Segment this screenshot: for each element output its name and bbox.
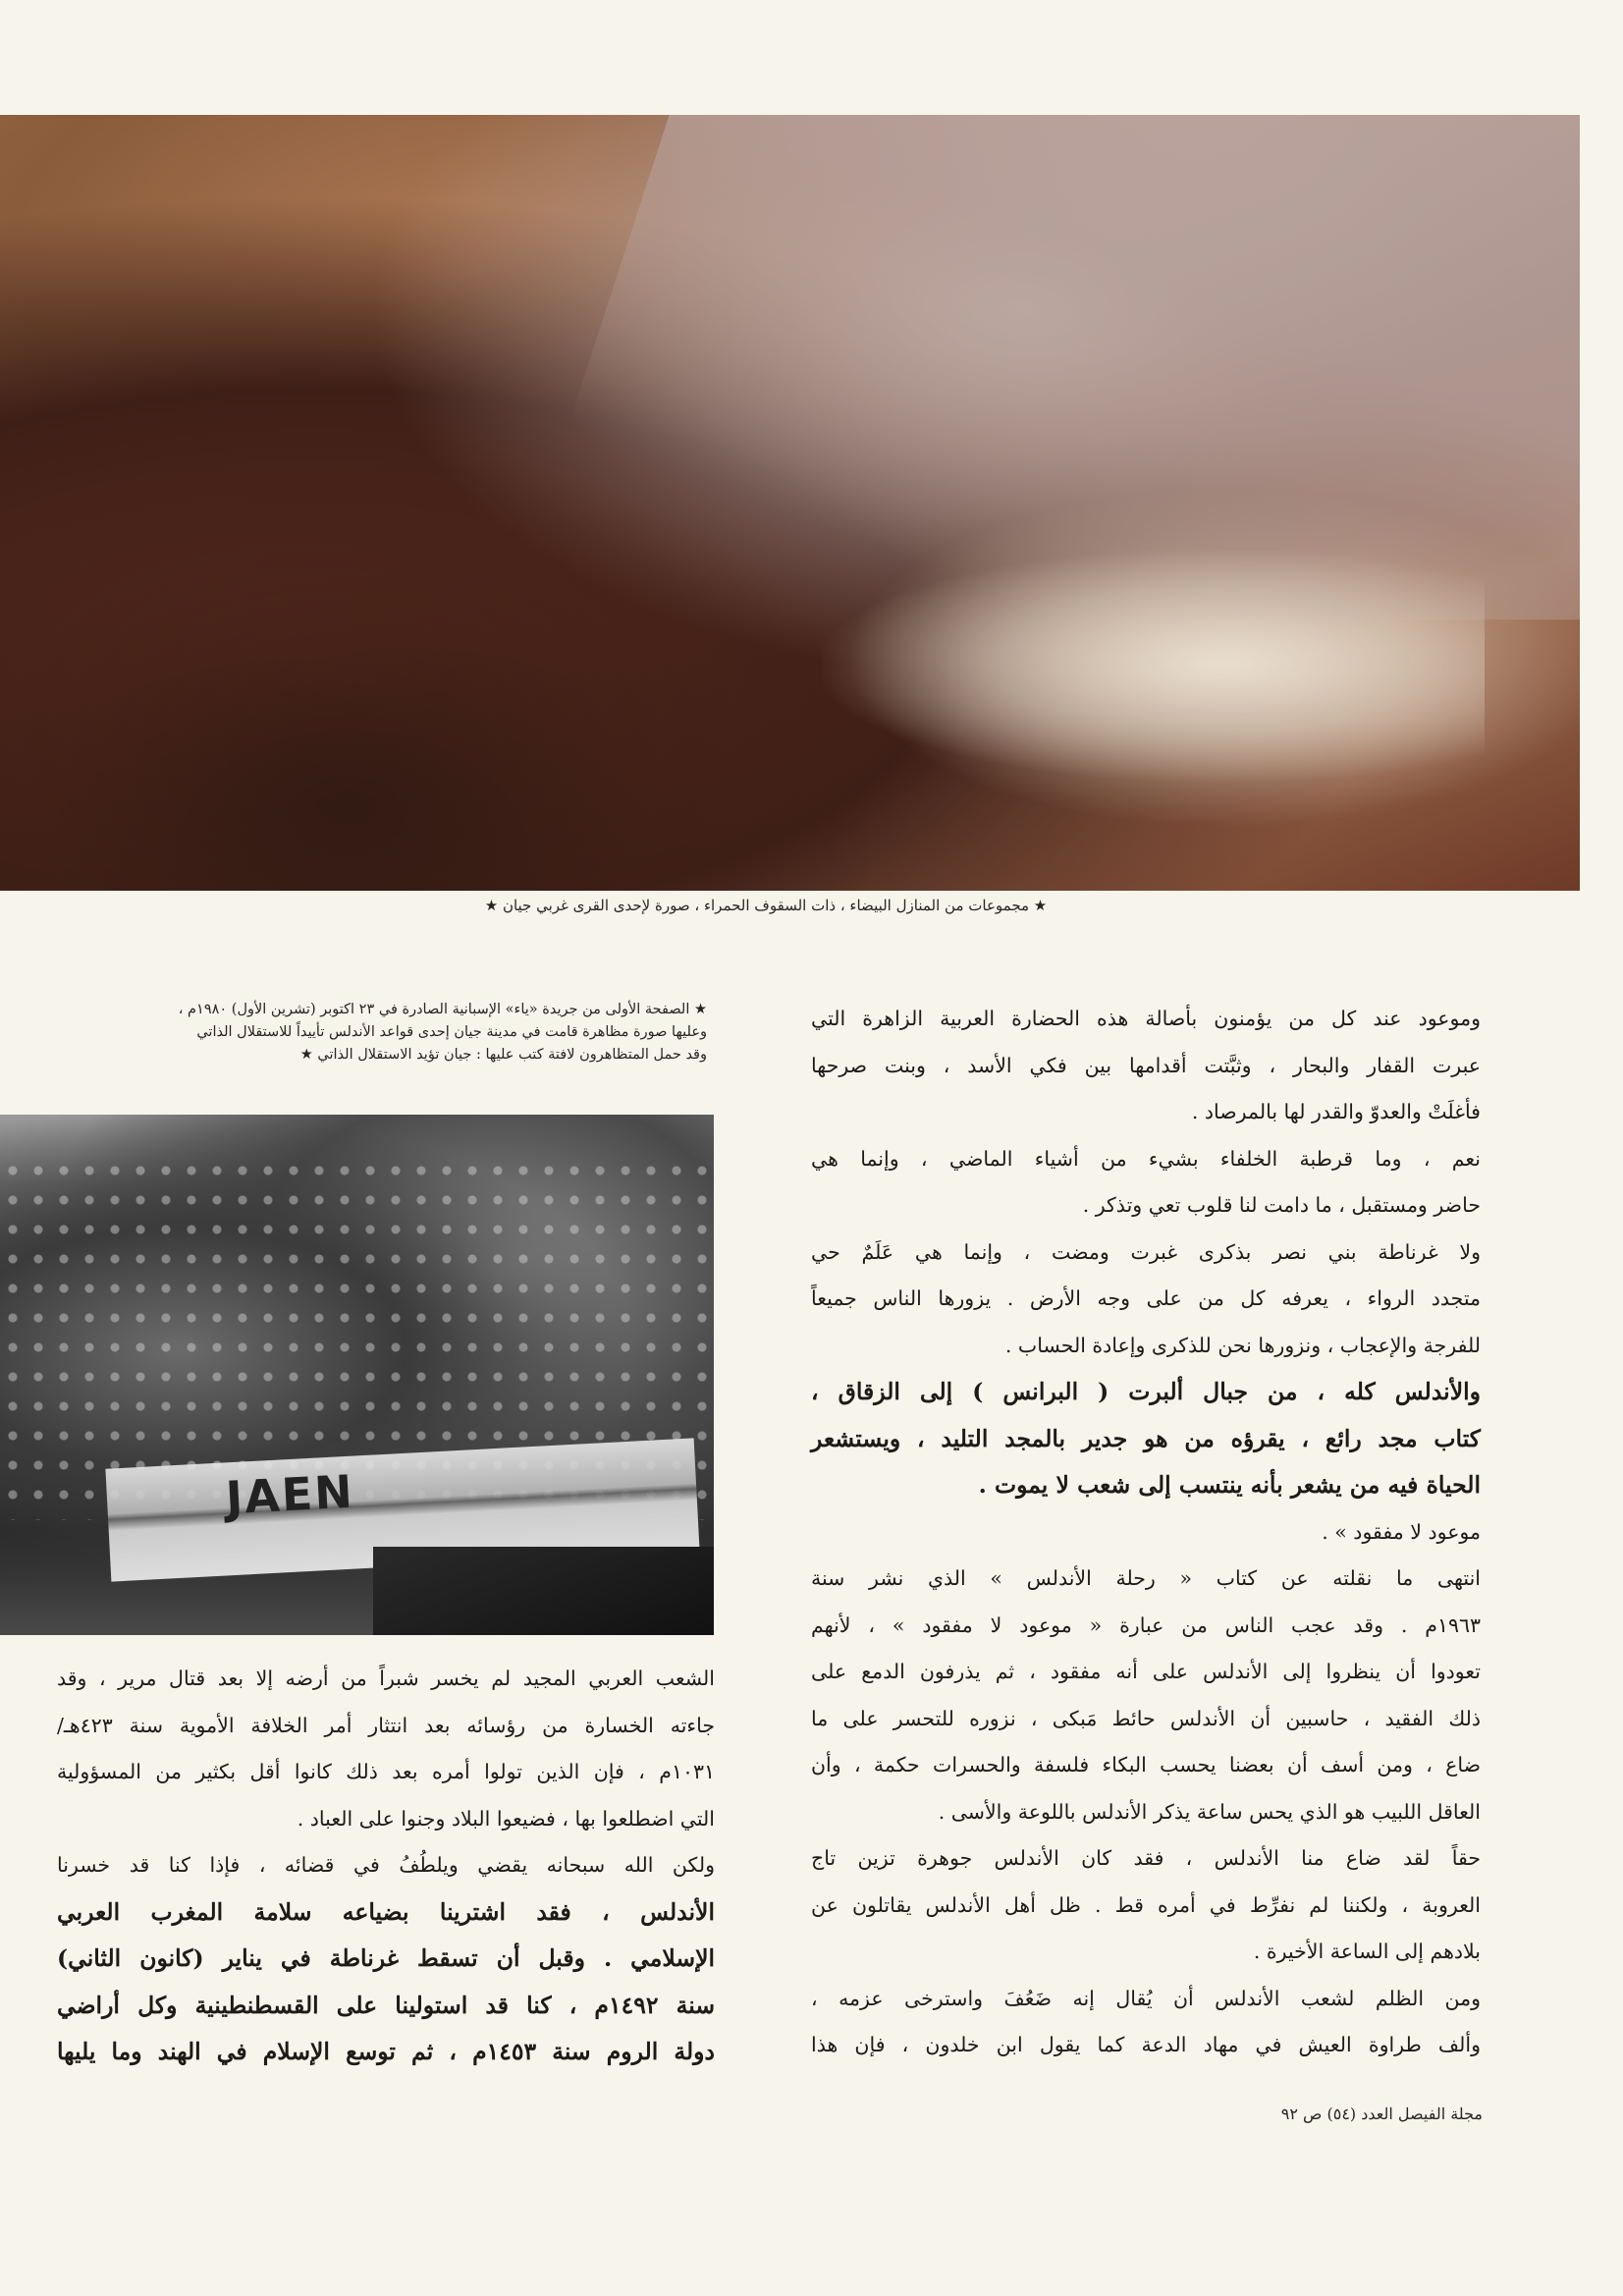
tree-shadow (0, 465, 869, 892)
text-line: موعود لا مفقود » . (1322, 1519, 1481, 1544)
text-line: حاضر ومستقبل ، ما دامت لنا قلوب تعي وتذكر . (1082, 1193, 1481, 1217)
text-line: ومن الظلم لشعب الأندلس أن يُقال إنه ضَعُفَ واسترخى عزمه ، (811, 1986, 1481, 2010)
text-line: ١٠٣١م ، فإن الذين تولوا أمره بعد ذلك كانوا أقل بكثير من المسؤولية (57, 1760, 715, 1783)
page-footer: مجلة الفيصل العدد (٥٤) ص ٩٢ (1280, 2105, 1483, 2123)
text-line: جاءته الخسارة من رؤسائه بعد انتثار أمر الخلافة الأموية سنة ٤٢٣هـ/ (57, 1713, 715, 1737)
text-line: للفرجة والإعجاب ، ونزورها نحن للذكرى وإعادة الحساب . (1004, 1333, 1481, 1357)
bold-text-line: الأندلس ، فقد اشترينا بضياعه سلامة المغرب العربي (57, 1897, 715, 1926)
village-houses (822, 549, 1486, 782)
protest-caption-line: وعليها صورة مظاهرة قامت في مدينة جيان إحدى قواعد الأندلس تأييداً للاستقلال الذاتي (196, 1024, 707, 1040)
text-line: متجدد الرواء ، يعرفه كل من على وجه الأرض . يزورها الناس جميعاً (811, 1286, 1481, 1310)
text-line: بلادهم إلى الساعة الأخيرة . (1253, 1940, 1481, 1963)
banner-text: JAEN (224, 1464, 355, 1525)
text-line: عبرت القفار والبحار ، وثبَّتت أقدامها بين فكي الأسد ، وبنت صرحها (811, 1053, 1481, 1077)
left-text-column (57, 1656, 715, 2076)
protest-caption-line: ★ الصفحة الأولى من جريدة «ياء» الإسبانية الصادرة في ٢٣ اكتوبر (تشرين الأول) ١٩٨٠م ، (178, 1002, 707, 1017)
right-text-column (811, 996, 1481, 2069)
protest-caption (39, 999, 707, 1066)
bold-text-line: سنة ١٤٩٢م ، كنا قد استولينا على القسطنطينية وكل أراضي (57, 1991, 716, 2019)
text-line: الشعب العربي المجيد لم يخسر شبراً من أرضه إلا بعد قتال مرير ، وقد (57, 1667, 715, 1690)
text-line: ضاع ، ومن أسف أن بعضنا يحسب البكاء فلسفة والحسرات حكمة ، وأن (811, 1753, 1481, 1777)
landscape-caption: ★ مجموعات من المنازل البيضاء ، ذات السقوف الحمراء ، صورة لإحدى القرى غربي جيان ★ (484, 897, 1048, 914)
text-line: التي اضطلعوا بها ، فضيعوا البلاد وجنوا على العباد . (297, 1806, 715, 1831)
bold-text-line: دولة الروم سنة ١٤٥٣م ، ثم توسع الإسلام في الهند وما يليها (57, 2038, 715, 2065)
text-line: فأغلَتْ والعدوّ والقدر لها بالمرصاد . (1191, 1100, 1481, 1123)
bold-text-line: الحياة فيه من يشعر بأنه ينتسب إلى شعب لا يموت . (978, 1471, 1481, 1499)
text-line: نعم ، وما قرطبة الخلفاء بشيء من أشياء الماضي ، وإنما هي (811, 1146, 1481, 1171)
text-line: ذلك الفقيد ، حاسبين أن الأندلس حائط مَبكى ، نزوره للتحسر على ما (811, 1706, 1481, 1730)
text-line: ولا غرناطة بني نصر بذكرى غبرت ومضت ، وإنما هي عَلَمٌ حي (811, 1239, 1481, 1264)
protest-photo (0, 1115, 714, 1635)
bold-text-line: كتاب مجد رائع ، يقرؤه من هو جدير بالمجد التليد ، ويستشعر (811, 1424, 1481, 1452)
bold-text-line: والأندلس كله ، من جبال ألبرت ( البرانس ) إلى الزقاق ، (811, 1378, 1481, 1405)
text-line: انتهى ما نقلته عن كتاب « رحلة الأندلس » الذي نشر سنة (811, 1566, 1481, 1590)
text-line: وموعود عند كل من يؤمنون بأصالة هذه الحضارة العربية الزاهرة التي (811, 1007, 1481, 1030)
text-line: ولكن الله سبحانه يقضي ويلطُفُ في قضائه ، فإذا كنا قد خسرنا (57, 1853, 715, 1877)
text-line: العروبة ، ولكننا لم نفرِّط في أمره قط . ظل أهل الأندلس يقاتلون عن (811, 1892, 1481, 1917)
text-line: العاقل اللبيب هو الذي يحس ساعة يذكر الأندلس باللوعة والأسى . (938, 1799, 1481, 1824)
text-line: وألف طراوة العيش في مهاد الدعة كما يقول ابن خلدون ، فإن هذا (811, 2033, 1481, 2056)
road (373, 1547, 714, 1635)
text-line: حقاً لقد ضاع منا الأندلس ، فقد كان الأندلس جوهرة تزين تاج (811, 1846, 1481, 1870)
protest-caption-line: وقد حمل المتظاهرون لافتة كتب عليها : جيان تؤيد الاستقلال الذاتي ★ (299, 1047, 707, 1063)
landscape-photo (0, 115, 1580, 891)
text-line: تعودوا أن ينظروا إلى الأندلس على أنه مفقود ، ثم يذرفون الدمع على (811, 1660, 1481, 1683)
text-line: ١٩٦٣م . وقد عجب الناس من عبارة « موعود لا مفقود » ، لأنهم (811, 1613, 1481, 1637)
bold-text-line: الإسلامي . وقبل أن تسقط غرناطة في يناير (كانون الثاني) (57, 1944, 715, 1972)
